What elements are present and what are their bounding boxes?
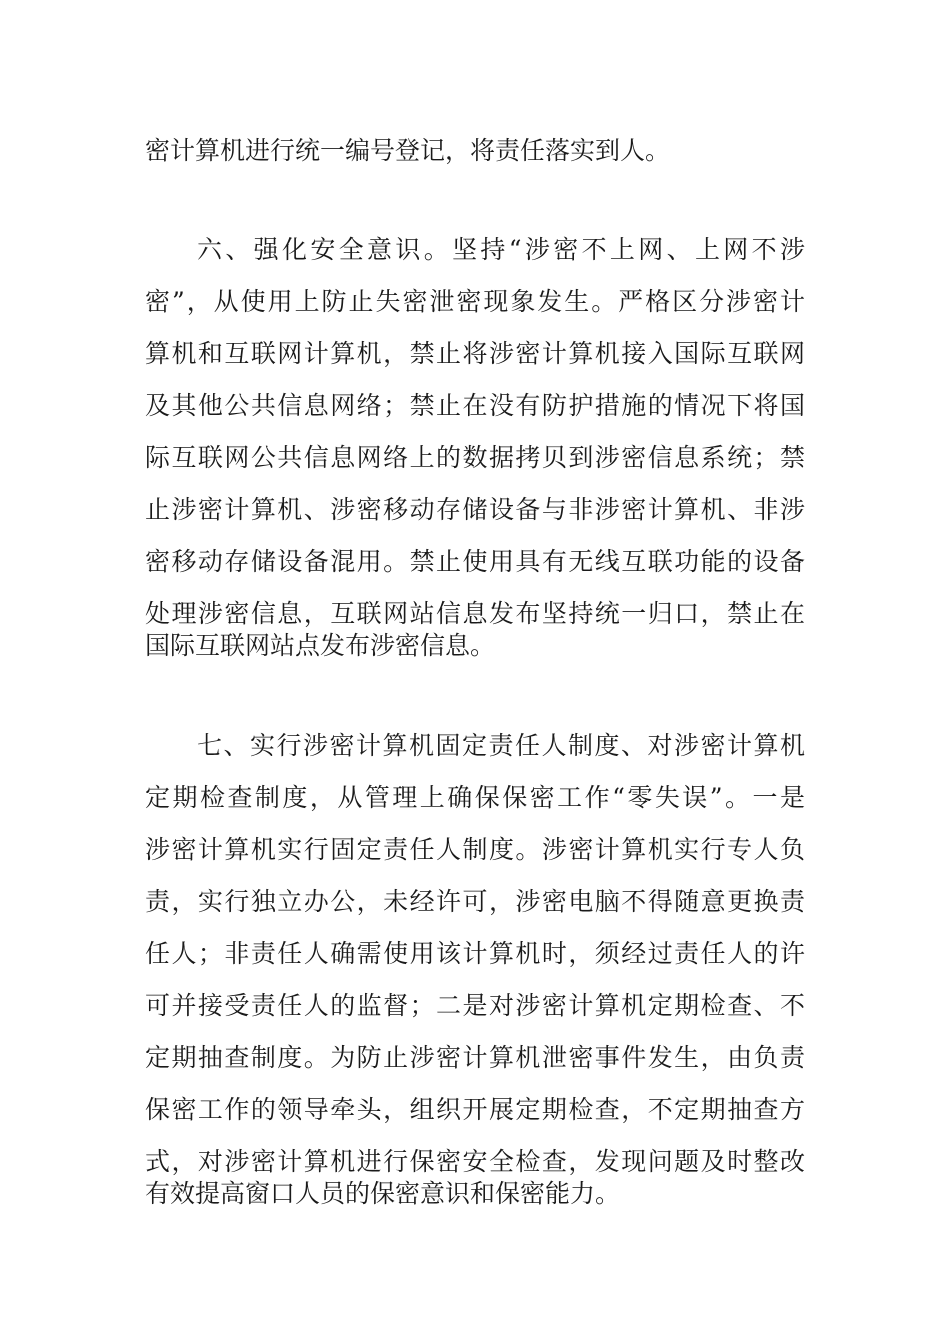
paragraph-line: 定期检查制度，从管理上确保保密工作“零失误”。一是 [145, 783, 805, 812]
paragraph-line: 止涉密计算机、涉密移动存储设备与非涉密计算机、非涉 [145, 495, 805, 524]
paragraph-line: 密移动存储设备混用。禁止使用具有无线互联功能的设备 [145, 547, 805, 576]
paragraph-line: 任人；非责任人确需使用该计算机时，须经过责任人的许 [145, 939, 805, 968]
paragraph-line: 责，实行独立办公，未经许可，涉密电脑不得随意更换责 [145, 887, 805, 916]
paragraph-line: 式，对涉密计算机进行保密安全检查，发现问题及时整改 [145, 1147, 805, 1176]
paragraph-line: 际互联网公共信息网络上的数据拷贝到涉密信息系统；禁 [145, 443, 805, 472]
paragraph-line: 可并接受责任人的监督；二是对涉密计算机定期检查、不 [145, 991, 805, 1020]
paragraph-line: 保密工作的领导牵头，组织开展定期检查，不定期抽查方 [145, 1095, 805, 1124]
paragraph-line: 有效提高窗口人员的保密意识和保密能力。 [145, 1179, 621, 1208]
paragraph-line: 涉密计算机实行固定责任人制度。涉密计算机实行专人负 [145, 835, 805, 864]
paragraph-line: 定期抽查制度。为防止涉密计算机泄密事件发生，由负责 [145, 1043, 805, 1072]
paragraph-line: 及其他公共信息网络；禁止在没有防护措施的情况下将国 [145, 391, 805, 420]
paragraph-line: 算机和互联网计算机，禁止将涉密计算机接入国际互联网 [145, 339, 805, 368]
paragraph-line: 处理涉密信息，互联网站信息发布坚持统一归口，禁止在 [145, 599, 805, 628]
paragraph-line: 六、强化安全意识。坚持“涉密不上网、上网不涉 [197, 235, 805, 264]
paragraph-line: 七、实行涉密计算机固定责任人制度、对涉密计算机 [197, 731, 805, 760]
paragraph-line: 密计算机进行统一编号登记，将责任落实到人。 [145, 136, 671, 165]
paragraph-line: 国际互联网站点发布涉密信息。 [145, 631, 496, 660]
paragraph-line: 密”，从使用上防止失密泄密现象发生。严格区分涉密计 [145, 287, 805, 316]
